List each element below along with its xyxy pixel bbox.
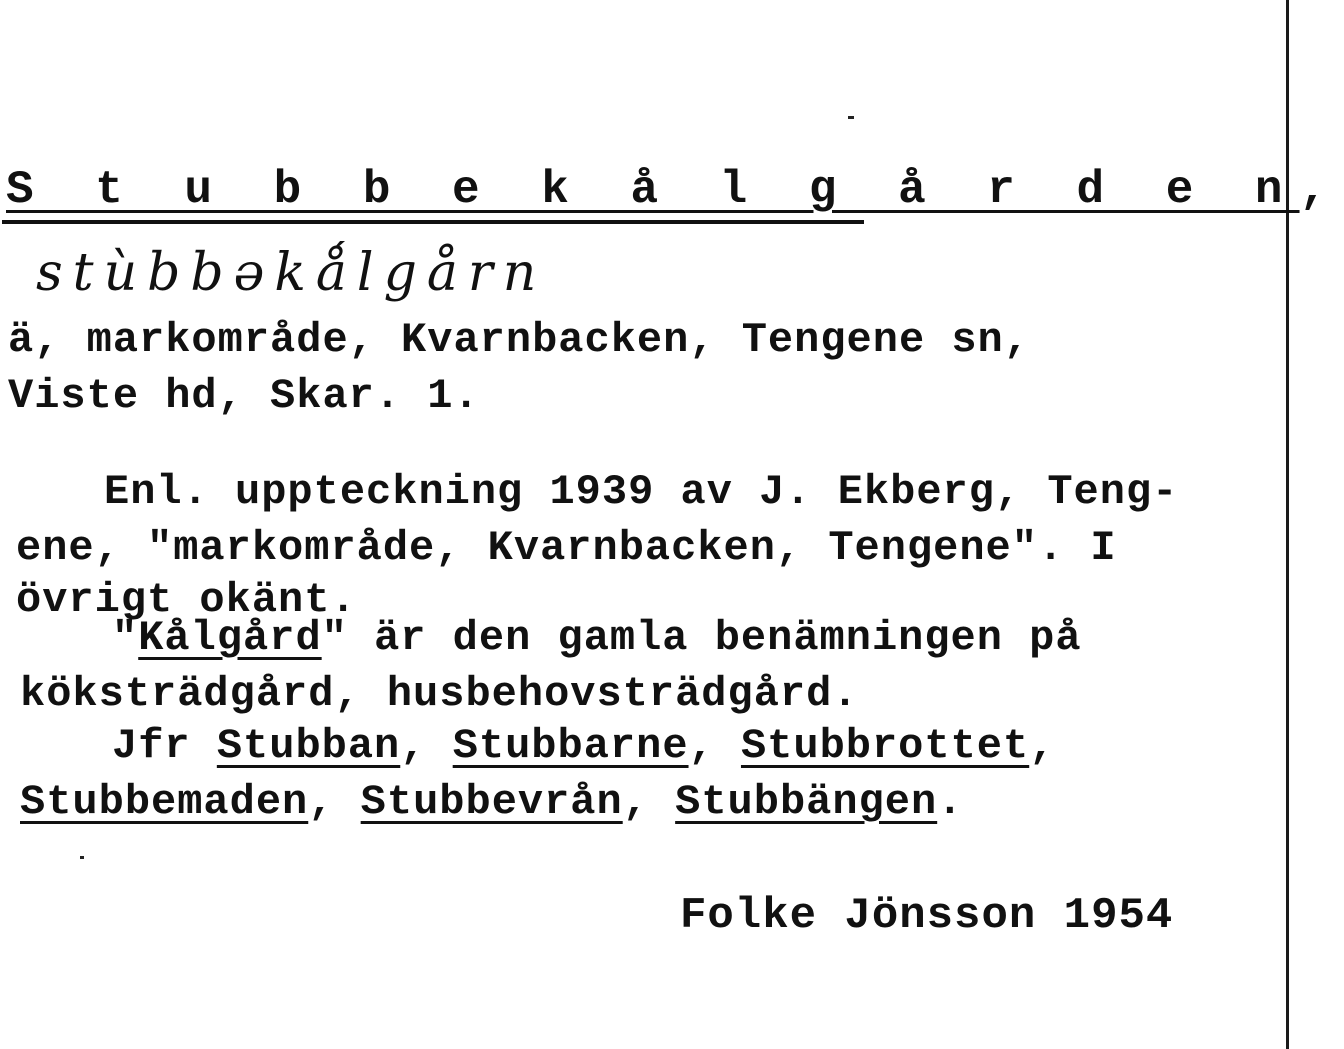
ink-speck [848,116,854,119]
separator: , [622,778,676,826]
headword [6,166,1344,214]
note-line-1: Enl. uppteckning 1939 av J. Ekberg, Teng- [104,468,1179,516]
note-line-3: övrigt okänt. [16,576,357,624]
note-line-5: köksträdgård, husbehovsträdgård. [20,670,859,718]
cross-ref-stubban[interactable]: Stubban [216,722,401,770]
cross-ref-stubbemaden[interactable]: Stubbemaden [20,778,309,826]
headword-text: S t u b b e k å l g å r d e n [6,164,1300,216]
cross-ref-stubbarne[interactable]: Stubbarne [452,722,689,770]
separator: , [308,778,361,826]
ink-speck [80,856,84,859]
signature: Folke Jönsson 1954 [680,891,1174,941]
see-also-prefix: Jfr [112,722,217,770]
separator: , [400,722,453,770]
see-also-line-2 [20,778,963,826]
cross-ref-kalgard[interactable]: Kålgård [138,614,322,662]
quote-open: " [112,614,139,662]
note-line-4 [112,614,1082,662]
headword-underline [2,220,864,224]
note-line-2: ene, "markområde, Kvarnbacken, Tengene". I [16,524,1117,572]
card-edge-line [1286,0,1289,1049]
note-line-4-rest: " är den gamla benämningen på [321,614,1082,662]
phonetic-transcription: stùbbəkǻlgårn [36,243,547,303]
headword-comma: , [1299,164,1344,216]
separator: , [1029,722,1056,770]
cross-ref-stubbangen[interactable]: Stubbängen [675,778,938,826]
cross-ref-stubbevran[interactable]: Stubbevrån [360,778,623,826]
location-line-1: ä, markområde, Kvarnbacken, Tengene sn, [8,316,1030,364]
see-also-line-1 [112,722,1055,770]
location-line-2: Viste hd, Skar. 1. [8,372,480,420]
cross-ref-stubbrottet[interactable]: Stubbrottet [740,722,1030,770]
separator: , [688,722,741,770]
final-period: . [937,778,964,826]
